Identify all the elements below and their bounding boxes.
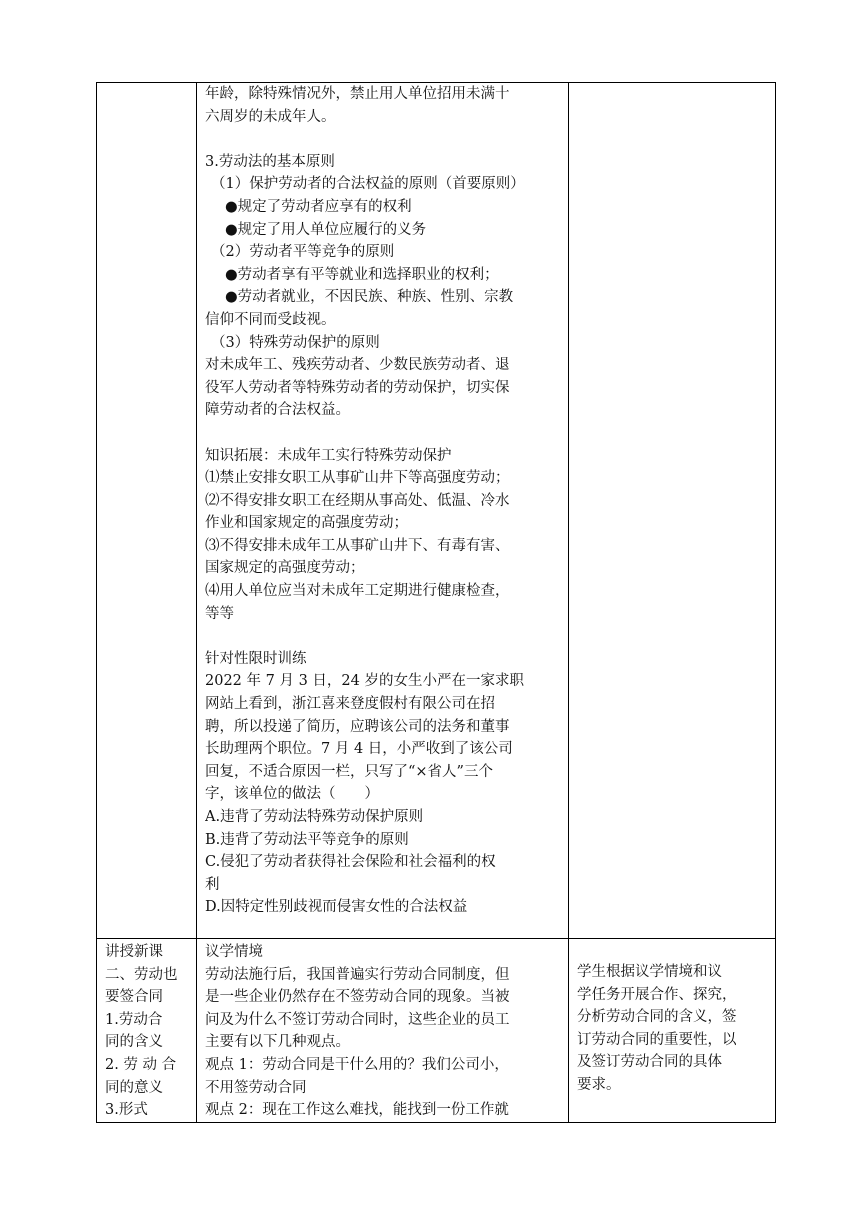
text-line: ⑶不得安排未成年工从事矿山井下、有毒有害、 bbox=[205, 537, 510, 554]
lesson-plan-table bbox=[96, 82, 776, 1123]
text-line: 障劳动者的合法权益。 bbox=[205, 402, 350, 419]
text-line bbox=[205, 422, 562, 445]
text-line: 1.劳动合 bbox=[105, 1011, 163, 1028]
stage-cell bbox=[97, 939, 197, 1123]
text-line: 网站上看到，浙江喜来登度假村有限公司在招 bbox=[205, 696, 495, 713]
text-line: 国家规定的高强度劳动； bbox=[205, 560, 365, 577]
text-line bbox=[205, 128, 562, 151]
content-cell bbox=[197, 939, 569, 1123]
activity-cell bbox=[569, 83, 776, 939]
text-line: ⑵不得安排女职工在经期从事高处、低温、冷水 bbox=[205, 492, 510, 509]
text-line: 二、劳动也 bbox=[105, 966, 178, 983]
text-line: 要求。 bbox=[577, 1076, 621, 1093]
text-line: ●劳动者就业，不因民族、种族、性别、宗教 bbox=[225, 289, 514, 306]
text-line: 讲授新课 bbox=[105, 944, 163, 960]
activity-cell bbox=[569, 939, 776, 1123]
table-row bbox=[97, 83, 776, 939]
text-line: B.违背了劳动法平等竞争的原则 bbox=[205, 831, 409, 848]
text-line: （2）劳动者平等竞争的原则 bbox=[211, 244, 395, 261]
text-line: 3.形式 bbox=[105, 1102, 148, 1119]
text-line: ●规定了用人单位应履行的义务 bbox=[225, 221, 427, 238]
content-text bbox=[197, 939, 568, 1122]
text-line: 同的含义 bbox=[105, 1034, 163, 1051]
text-line: 长助理两个职位。7 月 4 日，小严收到了该公司 bbox=[205, 741, 513, 758]
text-line: 利 bbox=[205, 876, 220, 893]
text-line: 役军人劳动者等特殊劳动者的劳动保护，切实保 bbox=[205, 379, 510, 396]
text-line: 信仰不同而受歧视。 bbox=[205, 311, 336, 328]
text-line: 作业和国家规定的高强度劳动； bbox=[205, 515, 408, 532]
stage-cell bbox=[97, 83, 197, 939]
text-line: C.侵犯了劳动者获得社会保险和社会福利的权 bbox=[205, 854, 496, 871]
text-line: 针对性限时训练 bbox=[205, 650, 307, 667]
text-line: A.违背了劳动法特殊劳动保护原则 bbox=[205, 809, 424, 825]
text-line: 劳动法施行后，我国普遍实行劳动合同制度，但 bbox=[205, 966, 510, 983]
content-text bbox=[197, 83, 568, 919]
text-line: 3.劳动法的基本原则 bbox=[205, 153, 335, 170]
text-line: ●劳动者享有平等就业和选择职业的权利； bbox=[225, 266, 499, 283]
text-line: D.因特定性别歧视而侵害女性的合法权益 bbox=[205, 899, 468, 916]
text-line: 不用签劳动合同 bbox=[205, 1079, 307, 1096]
text-line: 学生根据议学情境和议 bbox=[577, 964, 722, 980]
text-line: 聘，所以投递了简历，应聘该公司的法务和董事 bbox=[205, 718, 510, 735]
stage-text bbox=[97, 939, 196, 1122]
text-line: 分析劳动合同的含义，签 bbox=[577, 1009, 737, 1026]
text-line: 学任务开展合作、探究， bbox=[577, 986, 737, 1003]
text-line: 要签合同 bbox=[105, 989, 163, 1006]
text-line: 字，该单位的做法（ ） bbox=[205, 786, 379, 803]
text-line: 观点 1：劳动合同是干什么用的？我们公司小， bbox=[205, 1056, 509, 1073]
text-line: ⑴禁止安排女职工从事矿山井下等高强度劳动； bbox=[205, 470, 510, 487]
text-line: 对未成年工、残疾劳动者、少数民族劳动者、退 bbox=[205, 357, 510, 374]
text-line: （3）特殊劳动保护的原则 bbox=[211, 334, 380, 351]
table-row bbox=[97, 939, 776, 1123]
text-line bbox=[205, 625, 562, 648]
text-line: 议学情境 bbox=[205, 944, 263, 960]
text-line: 主要有以下几种观点。 bbox=[205, 1034, 350, 1051]
text-line: 及签订劳动合同的具体 bbox=[577, 1054, 722, 1071]
text-line: 是一些企业仍然存在不签劳动合同的现象。当被 bbox=[205, 989, 510, 1006]
text-line: 2022 年 7 月 3 日，24 岁的女生小严在一家求职 bbox=[205, 673, 524, 690]
text-line: 六周岁的未成年人。 bbox=[205, 108, 336, 125]
text-line: ●规定了劳动者应享有的权利 bbox=[225, 198, 412, 215]
text-line: 2. 劳 动 合 bbox=[105, 1056, 177, 1073]
text-line: 回复，不适合原因一栏，只写了“×省人”三个 bbox=[205, 763, 493, 780]
text-line: 年龄，除特殊情况外，禁止用人单位招用未满十 bbox=[205, 86, 510, 102]
content-cell bbox=[197, 83, 569, 939]
text-line: 同的意义 bbox=[105, 1079, 163, 1096]
activity-text bbox=[569, 939, 775, 1097]
text-line: 订劳动合同的重要性，以 bbox=[577, 1031, 737, 1048]
text-line: 知识拓展：未成年工实行特殊劳动保护 bbox=[205, 447, 452, 464]
text-line: （1）保护劳动者的合法权益的原则（首要原则） bbox=[211, 176, 525, 193]
text-line: 观点 2：现在工作这么难找，能找到一份工作就 bbox=[205, 1102, 509, 1119]
text-line: 问及为什么不签订劳动合同时，这些企业的员工 bbox=[205, 1011, 510, 1028]
text-line: 等等 bbox=[205, 605, 234, 622]
text-line: ⑷用人单位应当对未成年工定期进行健康检查， bbox=[205, 583, 510, 600]
